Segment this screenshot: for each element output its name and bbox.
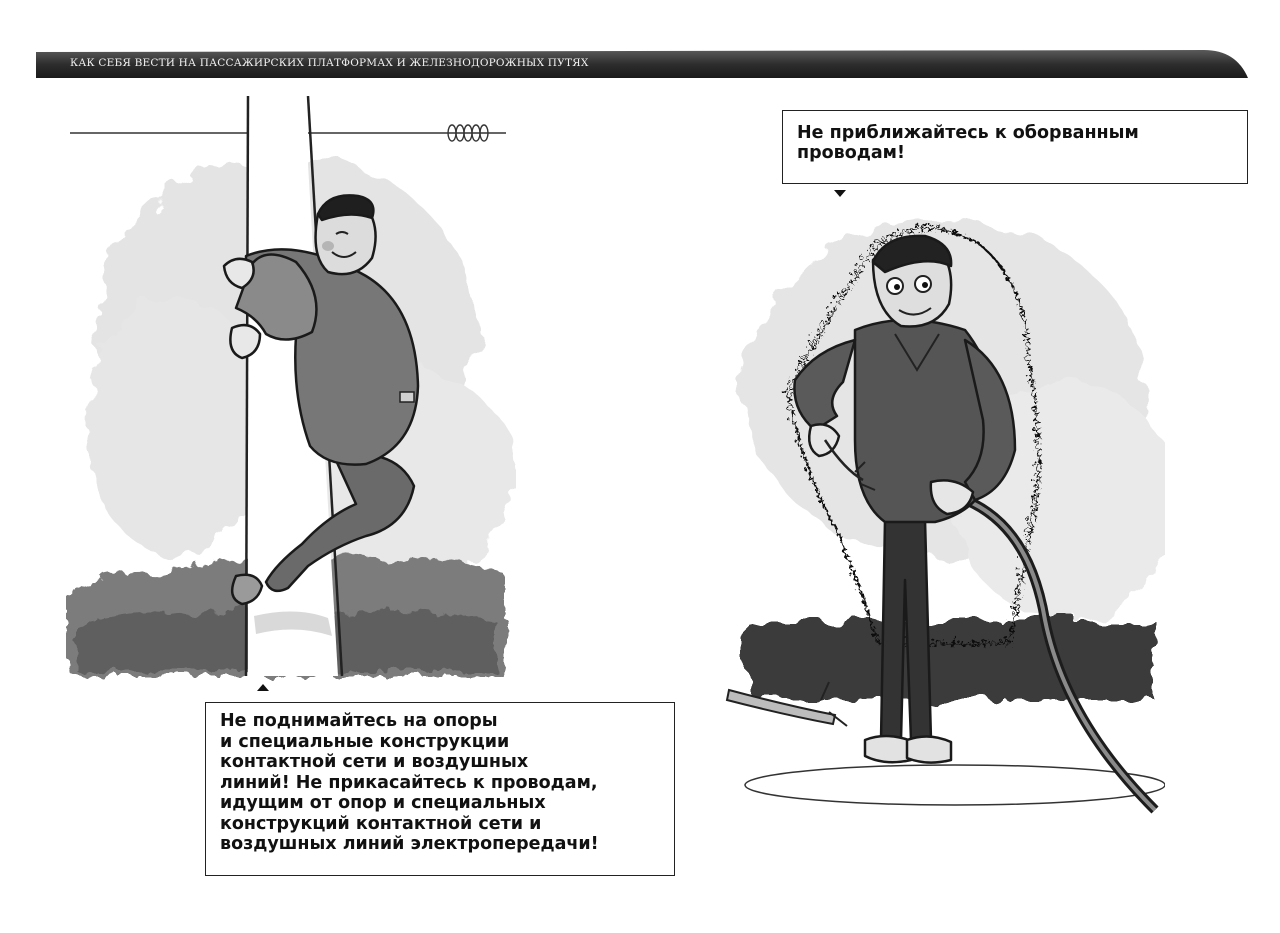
header-banner <box>36 48 1248 78</box>
man-holding-broken-wire-illustration <box>725 200 1165 820</box>
callout-broken-wires: Не приближайтесь к оборванным проводам! <box>782 110 1248 184</box>
callout-pointer-up-icon <box>257 684 269 691</box>
page-title: КАК СЕБЯ ВЕСТИ НА ПАССАЖИРСКИХ ПЛАТФОРМАХ И ЖЕЛЕЗНОДОРОЖНЫХ ПУТЯХ <box>70 57 589 69</box>
callout-pointer-down-icon <box>834 190 846 197</box>
man-climbing-pole-illustration <box>66 96 516 686</box>
callout-poles-and-wires: Не поднимайтесь на опоры и специальные конструкции контактной сети и воздушных линий! Не прикасайтесь к проводам, идущим от опор и специальных конструкций контактной сети и воздушных линий электропередачи! <box>205 702 675 876</box>
